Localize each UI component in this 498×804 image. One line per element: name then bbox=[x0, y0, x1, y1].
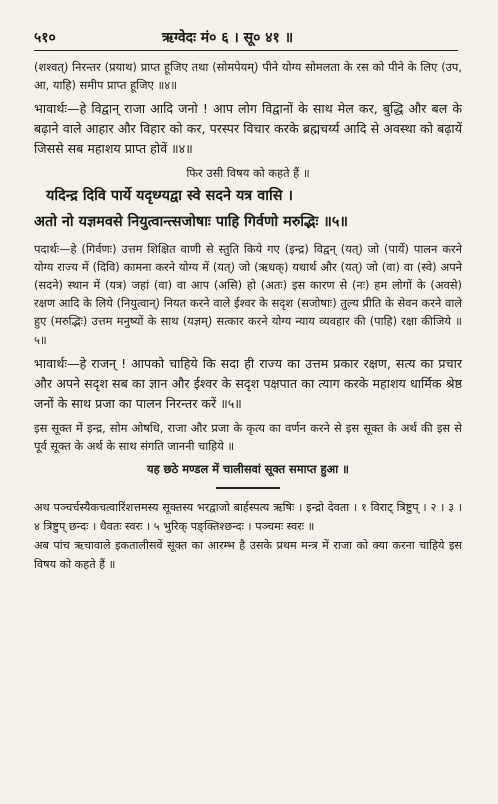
page-body bbox=[34, 58, 462, 574]
next-sukta-header: अथ पञ्चर्चस्यैकचत्वारिंशत्तमस्य सूक्तस्य भरद्वाजो बार्हस्पत्य ऋषिः । इन्द्रो देवता । १ विराट् त्रिष्टुप् । २ । ३ । ४ त्रिष्टुप् छन्दः । धैवतः स्वरः । ५ भुरिक् पङ्क्तिश्छन्दः । पञ्चमः स्वरः ॥ bbox=[34, 501, 462, 534]
running-title: ऋग्वेदः मं० ६ । सू० ४१ ॥ bbox=[162, 30, 294, 46]
page-header bbox=[34, 26, 458, 51]
padartha-continuation: (शश्वत्) निरन्तर (प्रयाथ) प्राप्त हूजिए तथा (सोमपेयम्) पीने योग्य सोमलता के रस को पीने के लिए (उप, आ, याहि) समीप प्राप्त हूजिए ॥४॥ bbox=[34, 60, 462, 93]
bhavartha-4: भावार्थः—हे विद्वान् राजा आदि जनो ! आप लोग विद्वानों के साथ मेल कर, बुद्धि और बल के बढ़ाने वाले आहार और विहार को कर, परस्पर विचार करके ब्रह्मचर्य्य आदि से अवस्था को बढ़ायें जिससे सब महाशय प्राप्त होवें ॥४॥ bbox=[34, 101, 462, 157]
page-number: ५१० bbox=[34, 30, 56, 46]
mantra-intro: फिर उसी विषय को कहते हैं ॥ bbox=[186, 166, 310, 181]
mantra-line-2: अतो नो यज्ञमवसे नियुत्वान्त्सजोषाः पाहि गिर्वणो मरुद्भिः ॥५॥ bbox=[34, 213, 349, 230]
mantra-line-1: यदिन्द्र दिवि पार्ये यदृध्ग्यद्वा स्वे सदने यत्र वासि । bbox=[46, 187, 293, 204]
sukta-completion: यह छठे मण्डल में चालीसवां सूक्त समाप्त हुआ ॥ bbox=[147, 462, 349, 477]
bhavartha-5: भावार्थः—हे राजन् ! आपको चाहिये कि सदा ही राज्य का उत्तम प्रकार रक्षण, सत्य का प्रचार और अपने सदृश सब का ज्ञान और ईश्वर के सदृश पक्षपात का त्याग करके महाशय धार्मिक श्रेष्ठ जनों के साथ प्रजा का पालन निरन्तर करें ॥५॥ bbox=[34, 355, 462, 411]
next-sukta-intro: अब पांच ऋचावाले इकतालीसवें सूक्त का आरम्भ है उसके प्रथम मन्त्र में राजा को क्या करना चाहिये इस विषय को कहते हैं ॥ bbox=[34, 539, 462, 572]
sukta-summary: इस सूक्त में इन्द्र, सोम ओषधि, राजा और प्रजा के कृत्य का वर्णन करने से इस सूक्त के अर्थ की इस से पूर्व सूक्त के अर्थ के साथ संगति जाननी चाहिये ॥ bbox=[34, 420, 462, 454]
padartha-5: पदार्थः—हे (गिर्वणः) उत्तम शिक्षित वाणी से स्तुति किये गए (इन्द्र) विद्वन् (यत्) जो (पार्ये) पालन करने योग्य राज्य में (दिवि) कामना करने योग्य में (यत्) जो (ऋधक्) यथार्थ और (यत्) जो (वा) वा (स्वे) अपने (सदने) स्थान में (यत्र) जहां (वा) वा आप (असि) हो (अतः) इस कारण से (नः) हम लोगों के (अवसे) रक्षण आदि के लिये (नियुत्वान्) नियत करने वाले ईश्वर के सदृश (सजोषाः) तुल्य प्रीति के सेवन करने वाले हुए (मरुद्भिः) उत्तम मनुष्यों के साथ (यज्ञम्) सत्कार करने योग्य न्याय व्यवहार की (पाहि) रक्षा कीजिये ॥५॥ bbox=[34, 241, 462, 347]
